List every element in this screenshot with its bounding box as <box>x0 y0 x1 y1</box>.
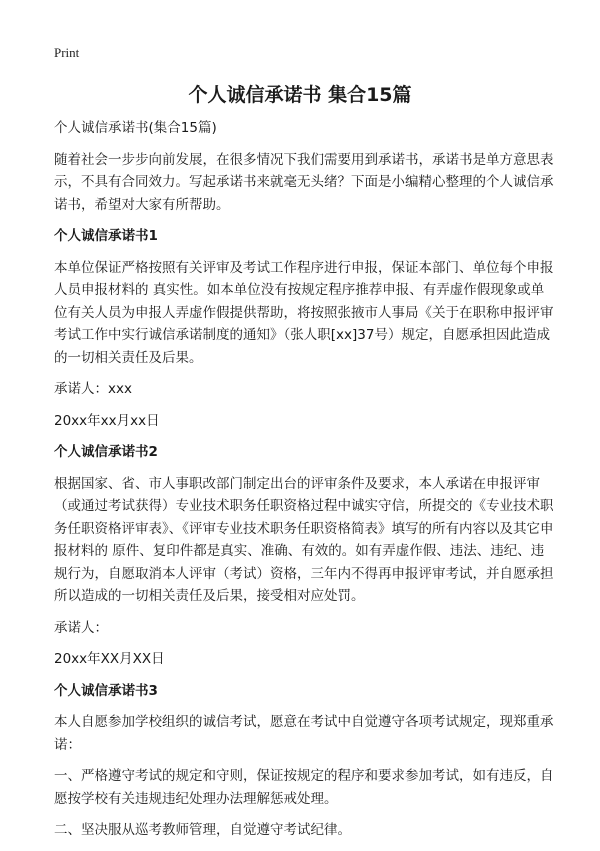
section-date-1: 20xx年xx月xx日 <box>54 412 160 429</box>
document-subtitle: 个人诚信承诺书(集合15篇) <box>54 120 217 136</box>
section-body-2: 根据国家、省、市人事职改部门制定出台的评审条件及要求，本人承诺在申报评审（或通过考试获得）专业技术职务任职资格过程中诚实守信，所提交的《专业技术职务任职资格评审表》、《评审专业技术职务任职资格简表》填写的所有内容以及其它申报材料的 原件、复印件都是真实、准确、有效的。如有弄虚作假、违法、违纪、违规行为，自愿取消本人评审（考试）资格，三年内不得再申报评审考试，并自愿承担所以造成的一切相关责任及后果，接受相对应处罚。 <box>54 475 554 604</box>
section-item: 一、严格遵守考试的规定和守则，保证按规定的程序和要求参加考试，如有违反，自愿按学校有关违规违纪处理办法理解惩戒处理。 <box>54 768 554 807</box>
section-heading-1: 个人诚信承诺书1 <box>54 228 158 244</box>
document-body <box>54 117 554 851</box>
intro-paragraph: 随着社会一步步向前发展，在很多情况下我们需要用到承诺书，承诺书是单方意思表示，不具有合同效力。写起承诺书来就毫无头绪？下面是小编精心整理的个人诚信承诺书，希望对大家有所帮助。 <box>54 151 554 213</box>
section-heading-3: 个人诚信承诺书3 <box>54 682 158 699</box>
section-item: 二、坚决服从巡考教师管理，自觉遵守考试纪律。 <box>54 822 351 838</box>
section-body-1: 本单位保证严格按照有关评审及考试工作程序进行申报，保证本部门、单位每个申报人员申报材料的 真实性。如本单位没有按规定程序推荐申报、有弄虚作假现象或单位有关人员为申报人弄虚作假提供帮助，将按照张掖市人事局《关于在职称申报评审考试工作中实行诚信承诺制度的通知》（张人职[xx]37号）规定，自愿承担因此造成的一切相关责任及后果。 <box>54 259 554 366</box>
section-body-3: 本人自愿参加学校组织的诚信考试，愿意在考试中自觉遵守各项考试规定，现郑重承诺： <box>54 714 554 753</box>
document-title: 个人诚信承诺书 集合15篇 <box>188 84 412 106</box>
section-heading-2: 个人诚信承诺书2 <box>54 444 158 460</box>
section-signer-2: 承诺人： <box>54 619 108 636</box>
print-link[interactable]: Print <box>54 45 80 60</box>
section-date-2: 20xx年XX月XX日 <box>54 651 165 667</box>
section-signer-1: 承诺人：xxx <box>54 381 132 397</box>
